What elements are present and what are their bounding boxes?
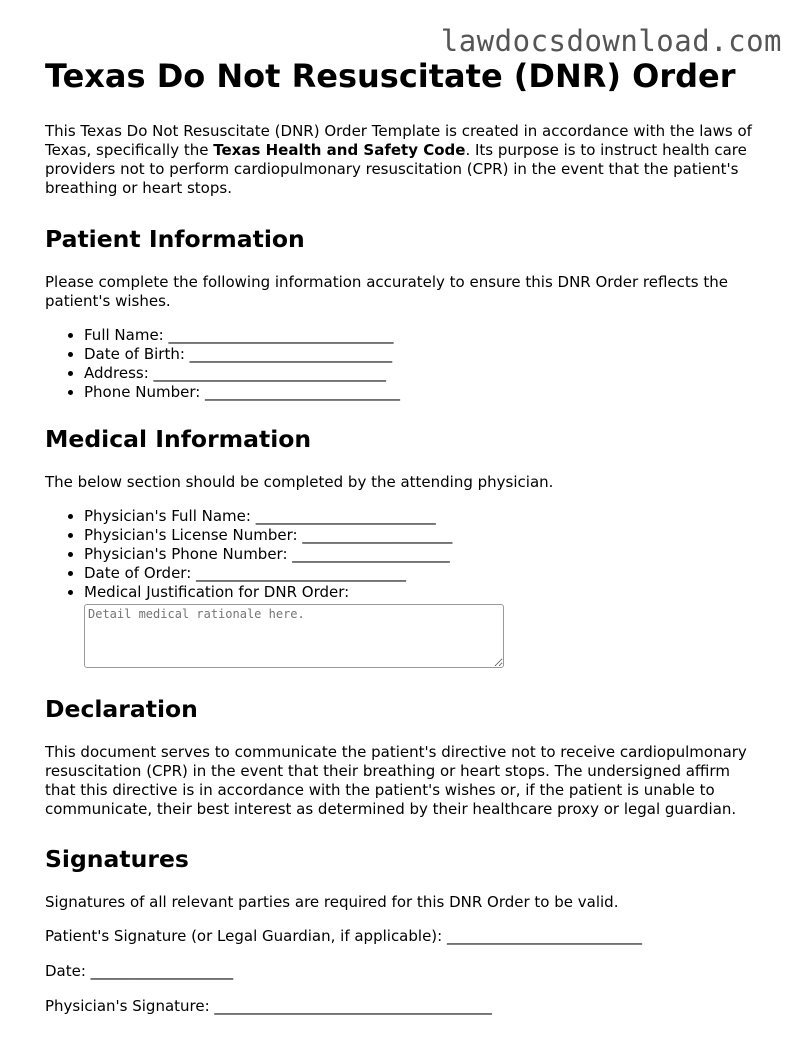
intro-bold-code: Texas Health and Safety Code — [213, 141, 466, 159]
medical-justification-item — [84, 583, 765, 668]
physician-phone-field[interactable]: • Physician's Phone Number: _____________________ — [84, 545, 765, 564]
patient-signature-line[interactable]: Patient's Signature (or Legal Guardian, if applicable): __________________________ — [45, 927, 642, 945]
patient-intro: Please complete the following information accurately to ensure this DNR Order reflects the patient's wishes. — [45, 273, 728, 310]
intro-text-1: This Texas Do Not Resuscitate (DNR) Order Template is created in accordance with the laws of Texas, specifically the — [45, 122, 752, 159]
physician-signature-line[interactable]: Physician's Signature: _____________________________________ — [45, 997, 492, 1015]
patient-full-name-field[interactable]: • Full Name: ______________________________ — [84, 326, 765, 345]
signatures-intro: Signatures of all relevant parties are required for this DNR Order to be valid. — [45, 893, 619, 911]
medical-heading: Medical Information — [45, 425, 312, 453]
watermark: lawdocsdownload.com — [440, 24, 782, 58]
patient-address-field[interactable]: • Address: _______________________________ — [84, 364, 765, 383]
date-line[interactable]: Date: ___________________ — [45, 962, 234, 980]
intro-text-2: . Its purpose is to instruct health care providers not to perform cardiopulmonary resuscitation (CPR) in the event that the patient's breathing or heart stops. — [45, 141, 747, 197]
patient-dob-field[interactable]: • Date of Birth: ___________________________ — [84, 345, 765, 364]
medical-intro: The below section should be completed by the attending physician. — [45, 473, 554, 491]
medical-field-list — [45, 507, 765, 668]
patient-phone-field[interactable]: • Phone Number: __________________________ — [84, 383, 765, 402]
declaration-heading: Declaration — [45, 695, 198, 723]
order-date-field[interactable]: • Date of Order: ____________________________ — [84, 564, 765, 583]
physician-license-field[interactable]: • Physician's License Number: ____________________ — [84, 526, 765, 545]
patient-heading: Patient Information — [45, 225, 305, 253]
page-title: Texas Do Not Resuscitate (DNR) Order — [45, 57, 736, 95]
signatures-heading: Signatures — [45, 845, 189, 873]
patient-field-list — [45, 326, 765, 402]
medical-justification-label: Medical Justification for DNR Order: — [84, 583, 350, 601]
physician-name-field[interactable]: • Physician's Full Name: ________________________ — [84, 507, 765, 526]
medical-justification-textarea[interactable] — [84, 604, 504, 668]
declaration-text: This document serves to communicate the patient's directive not to receive cardiopulmonary resuscitation (CPR) in the event that their breathing or heart stops. The undersigned affirm that this directive is in accordance with the patient's wishes or, if the patient is unable to communicate, their best interest as determined by their healthcare proxy or legal guardian. — [45, 743, 747, 818]
document-page — [45, 56, 765, 1032]
intro-paragraph — [45, 122, 765, 198]
